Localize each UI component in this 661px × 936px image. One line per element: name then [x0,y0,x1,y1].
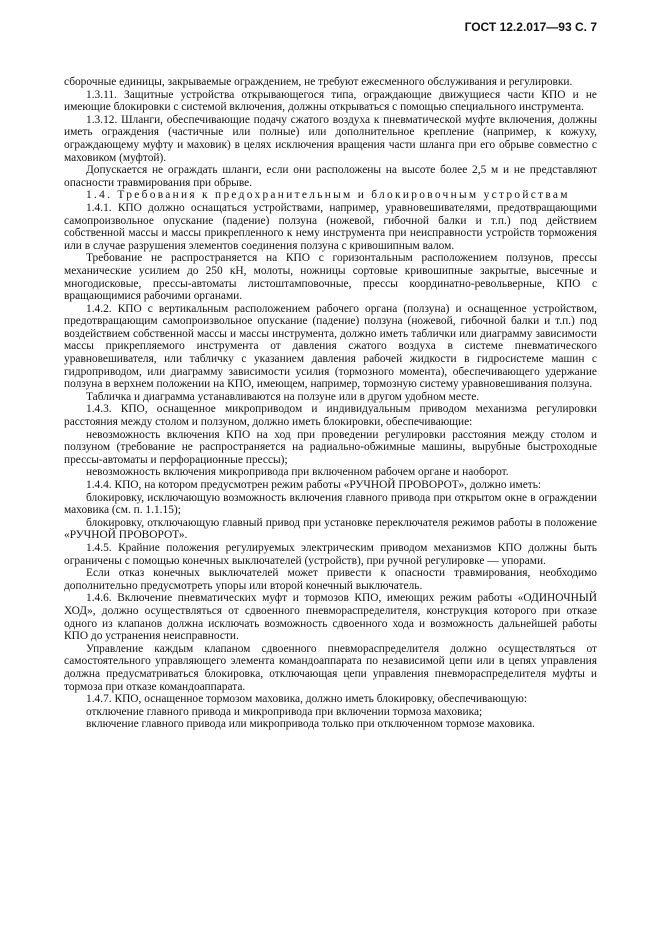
paragraph: 1.4.1. КПО должно оснащаться устройствами, например, уравновешивателями, предотвращающими самопроизвольное опускание (падение) ползуна (ножевой, гибочной балки и т.п.) под действием собственной массы и массы прикрепленного к нему инструмента при неисправности устройств торможения или в случае разрушения элементов соединения ползуна с кривошипным валом. [64,201,597,252]
paragraph: 1.4.3. КПО, оснащенное микроприводом и индивидуальным приводом механизма регулировки расстояния между столом и ползуном, должно иметь блокировки, обеспечивающие: [64,403,597,429]
section-heading: 1.4. Требования к предохранительным и блокировочным устройствам [86,189,570,202]
paragraph: блокировку, отключающую главный привод при установке переключателя режимов работы в положение «РУЧНОЙ ПРОВОРОТ». [64,516,597,542]
paragraph: отключение главного привода и микропривода при включении тормоза маховика; [86,705,483,718]
paragraph: блокировку, исключающую возможность включения главного привода при открытом окне в ограждении маховика (см. п. 1.1.15); [64,491,597,517]
paragraph: включение главного привода или микропривода только при отключенном тормозе маховика. [86,718,535,731]
document-body [64,76,597,731]
paragraph: 1.4.4. КПО, на котором предусмотрен режим работы «РУЧНОЙ ПРОВОРОТ», должно иметь: [86,479,542,491]
paragraph: 1.4.7. КПО, оснащенное тормозом маховика, должно иметь блокировку, обеспечивающую: [86,693,527,706]
paragraph: 1.4.2. КПО с вертикальным расположением рабочего органа (ползуна) и оснащенное устройством, предотвращающим самопроизвольное опускание (падение) ползуна (ножевой, гибочной балки и т.п.) под воздействием собственной массы и массы инструмента, должно иметь таблички или диаграмму зависимости массы прикрепляемого инструмента от давления сжатого воздуха в системе пневматического уравновешивателя, или табличку с указанием давления рабочей жидкости в гидросистеме машин с гидроприводом, или диаграмму зависимости усилия (тормозного момента), обеспечивающего удержание ползуна в верхнем положении на КПО, имеющем, например, тормозную систему уравновешивания ползуна. [64,302,597,391]
paragraph: 1.3.11. Защитные устройства открывающегося типа, ограждающие движущиеся части КПО и не имеющие блокировки с системой включения, должны открываться с помощью специального инструмента. [64,88,597,114]
paragraph: Требование не распространяется на КПО с горизонтальным расположением ползунов, прессы механические усилием до 250 кН, молоты, ножницы сортовые кривошипные закрытые, высечные и многодисковые, прессы-автоматы листоштамповочные, прессы координатно-револьверные, КПО с вращающимися рабочими органами. [64,252,597,303]
page-header: ГОСТ 12.2.017—93 С. 7 [464,20,597,34]
paragraph: сборочные единицы, закрываемые ограждением, не требуют ежесменного обслуживания и регулировки. [64,76,573,88]
paragraph: 1.3.12. Шланги, обеспечивающие подачу сжатого воздуха к пневматической муфте включения, должны иметь ограждения (частичные или полные) или дополнительное крепление (например, к кожуху, ограждающему муфту и маховик) в целях исключения вращения части шланга при его обрыве совместно с маховиком (муфтой). [64,113,597,164]
paragraph: невозможность включения КПО на ход при проведении регулировки расстояния между столом и ползуном (требование не распространяется на радиально-обжимные машины, вырубные быстроходные прессы-автоматы и перфорационные прессы); [64,428,597,466]
paragraph: 1.4.5. Крайние положения регулируемых электрическим приводом механизмов КПО должны быть ограничены с помощью конечных выключателей (устройств), при ручной регулировке — упорами. [64,541,597,567]
paragraph: 1.4.6. Включение пневматических муфт и тормозов КПО, имеющих режим работы «ОДИНОЧНЫЙ ХОД», должно осуществляться от сдвоенного пневмораспределителя, конструкция которого при отказе одного из клапанов должна исключать возможность сдвоенного хода и возможность дальнейшей работы КПО до устранения неисправности. [64,592,597,643]
paragraph: невозможность включения микропривода при включенном рабочем органе и наоборот. [86,466,509,479]
paragraph: Допускается не ограждать шланги, если они расположены на высоте более 2,5 м и не представляют опасности травмирования при обрыве. [64,164,597,189]
paragraph: Табличка и диаграмма устанавливаются на ползуне или в другом удобном месте. [86,390,480,403]
paragraph: Если отказ конечных выключателей может привести к опасности травмирования, необходимо дополнительно предусмотреть упоры или второй конечный выключатель. [64,567,597,592]
paragraph: Управление каждым клапаном сдвоенного пневмораспределителя должно осуществляться от самостоятельного управляющего элемента командоаппарата по независимой цепи или в цепях управления должна предусматриваться блокировка, отключающая цепи управления пневмораспределителя муфты и тормоза при отказе командоаппарата. [64,642,597,693]
